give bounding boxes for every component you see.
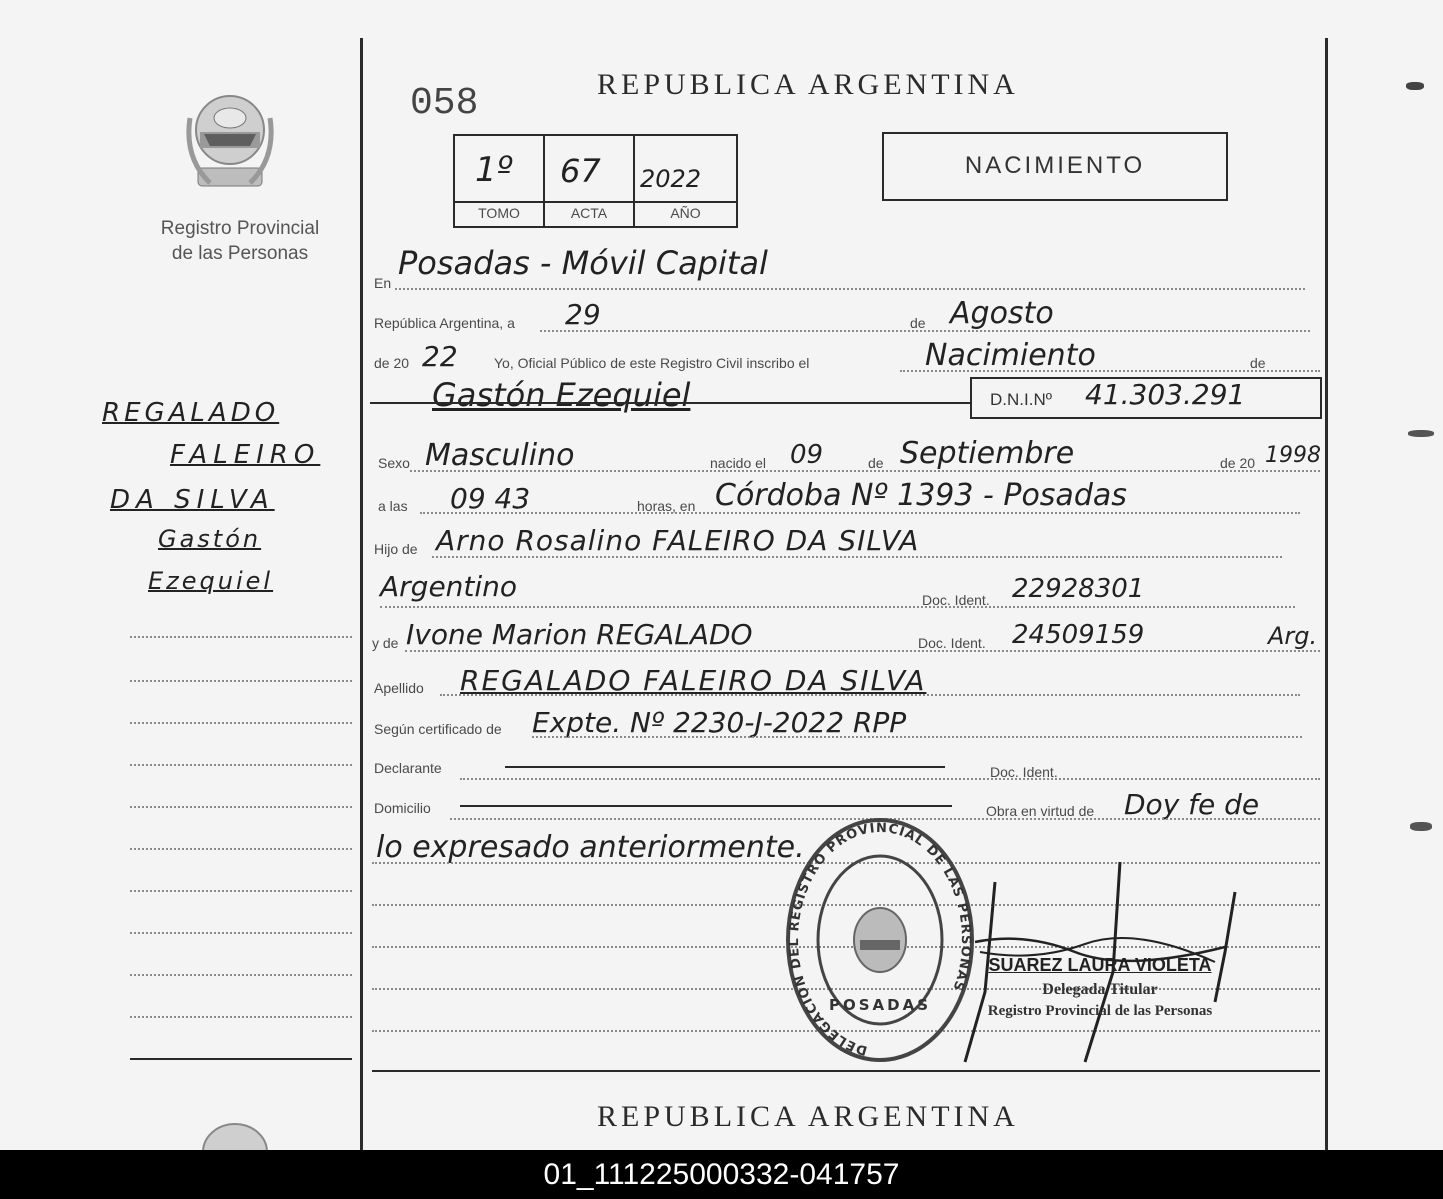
nacido-day: 09 [790,440,824,470]
dni-label: D.N.I.Nº [990,390,1052,409]
apellido-label: Apellido [374,680,424,696]
seal-city: POSADAS [828,996,932,1014]
obra-continuation: lo expresado anteriormente. [376,830,805,865]
punch-mark-1 [1406,82,1424,90]
official-org: Registro Provincial de las Personas [987,1003,1213,1019]
margin-divider-left [360,38,363,1150]
ano-label: AÑO [670,205,701,221]
obra-label: Obra en virtud de [986,803,1095,819]
hijo-label: Hijo de [374,541,418,557]
punch-mark-3 [1410,822,1432,831]
alas-label: a las [378,498,408,514]
footer-id: 01_111225000332-041757 [543,1158,900,1191]
name-value: Gastón Ezequiel [432,376,691,414]
country-title: REPUBLICA ARGENTINA [597,68,1019,101]
month-value: Agosto [950,296,1054,331]
margin-note-surname-1: REGALADO [102,398,280,428]
punch-mark-2 [1408,430,1434,437]
record-id-divider-h [455,201,736,203]
official-role: Delegada Titular [1042,981,1158,998]
domicilio-line [460,805,952,807]
margin-rule-10 [130,1016,352,1018]
margin-rule-7 [130,890,352,892]
yde-rule [405,650,1320,652]
declarante-label: Declarante [374,760,442,776]
margin-note-name-2: Ezequiel [148,567,274,595]
doc1-value: 22928301 [1012,574,1145,604]
margin-rule-end [130,1058,352,1060]
doc2-value: 24509159 [1012,620,1145,650]
tomo-label: TOMO [478,205,520,221]
issuer-line-1: Registro Provincial [160,218,320,239]
padre-value: Arno Rosalino FALEIRO DA SILVA [436,524,920,557]
padre-nacionalidad: Argentino [380,570,518,603]
margin-rule-8 [130,932,352,934]
issuer-line-2: de las Personas [171,243,309,264]
doc2-suffix: Arg. [1268,622,1318,650]
nacido-month: Septiembre [900,436,1075,471]
rep-rule [540,330,1310,332]
en-value: Posadas - Móvil Capital [398,244,768,282]
registry-emblem-bottom [190,1122,280,1150]
margin-rule-2 [130,680,352,682]
en-label: En [374,275,392,291]
segun-rule [532,736,1302,738]
registry-emblem [180,88,280,196]
nacido-year-label: de 20 [1220,455,1256,471]
ano-value: 2022 [640,165,702,193]
alas-rule [420,512,1300,514]
month-de-label: de [910,315,926,331]
margin-divider-right [1325,38,1328,1150]
doc1-rule [380,606,1295,608]
footer-country-title: REPUBLICA ARGENTINA [597,1100,1019,1133]
official-name: SUAREZ LAURA VIOLETA [988,955,1212,975]
margin-rule-3 [130,722,352,724]
hijo-rule [432,556,1282,558]
year-label: de 20 [374,355,410,371]
tomo-value: 1º [475,150,513,190]
dni-value: 41.303.291 [1085,378,1246,411]
acta-label: ACTA [570,205,608,221]
domicilio-label: Domicilio [374,800,431,816]
nacido-label: nacido el [710,455,767,471]
margin-note-surname-3: DA SILVA [110,485,275,515]
svg-text:DELEGACION DEL REGISTRO PROVIN: DELEGACION DEL REGISTRO PROVINCIAL DE LAS PERSONAS [787,820,974,1058]
obra-value: Doy fe de [1124,788,1260,821]
record-number: 058 [410,82,479,125]
margin-rule-5 [130,806,352,808]
doc2-label: Doc. Ident. [918,635,986,651]
nacido-de-label: de [868,455,884,471]
madre-value: Ivone Marion REGALADO [406,618,753,651]
sexo-label: Sexo [378,455,410,471]
sexo-rule [410,470,1320,472]
yo-rule [900,370,1320,372]
hora-value: 09 43 [450,482,531,515]
margin-note-name-1: Gastón [158,525,262,553]
sexo-value: Masculino [425,438,575,473]
inscribo-de-label: de [1250,355,1266,371]
nacido-year: 1998 [1265,443,1321,468]
inscribo-value: Nacimiento [925,338,1096,373]
apellido-rule [440,694,1300,696]
apellido-value: REGALADO FALEIRO DA SILVA [460,664,927,697]
day-value: 29 [565,298,601,331]
acta-value: 67 [560,152,601,190]
doc3-label: Doc. Ident. [990,764,1058,780]
name-rule [370,402,970,404]
margin-rule-9 [130,974,352,976]
margin-note-surname-2: FALEIRO [170,440,321,470]
doc1-label: Doc. Ident. [922,592,990,608]
margin-rule-6 [130,848,352,850]
margin-rule-4 [130,764,352,766]
horas-label: horas, en [637,498,696,514]
segun-label: Según certificado de [374,721,502,737]
lugar-value: Córdoba Nº 1393 - Posadas [715,478,1127,513]
en-rule [395,288,1305,290]
record-type: NACIMIENTO [964,152,1146,179]
rep-label: República Argentina, a [374,315,515,331]
segun-value: Expte. Nº 2230-J-2022 RPP [532,706,907,739]
margin-rule-1 [130,636,352,638]
declarante-rule [460,778,1320,780]
year-value: 22 [422,340,458,373]
yde-label: y de [372,635,399,651]
yo-label: Yo, Oficial Público de este Registro Civil inscribo el [494,355,810,371]
declarante-line [505,766,945,768]
